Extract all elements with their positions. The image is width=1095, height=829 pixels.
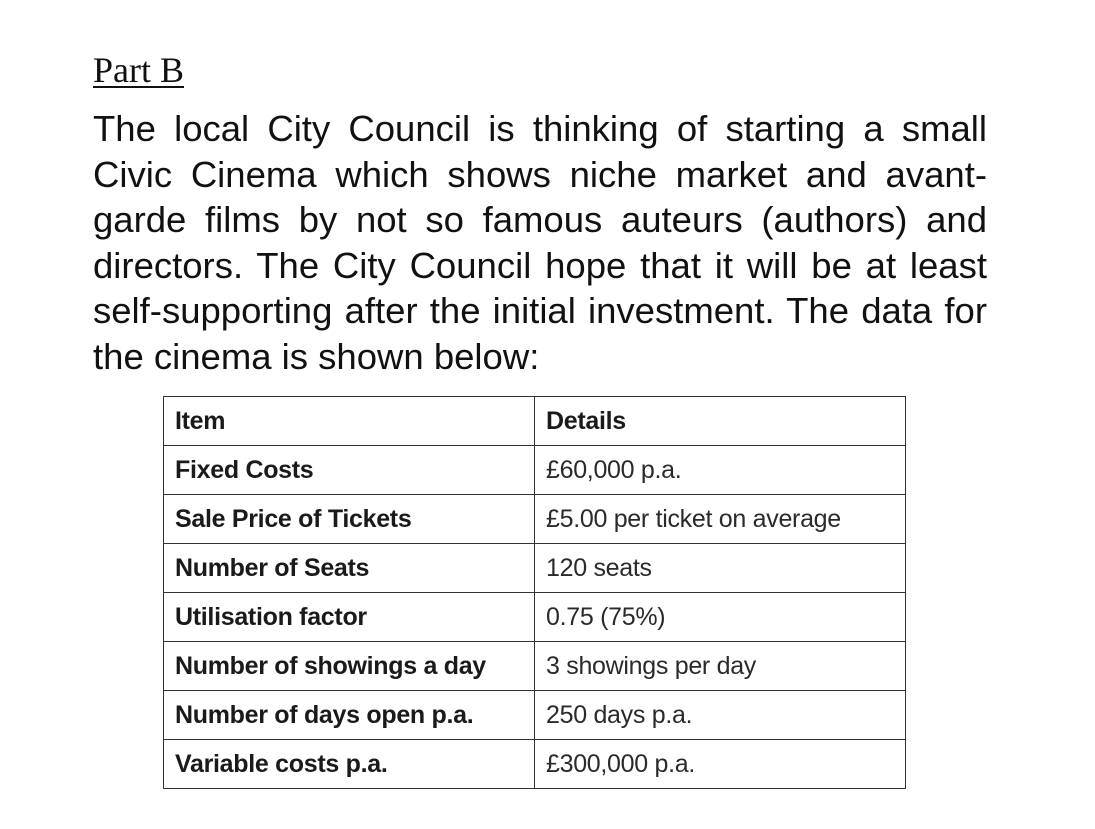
table-row bbox=[164, 446, 906, 495]
table-header-row bbox=[164, 397, 906, 446]
header-item: Item bbox=[164, 397, 535, 446]
table-row bbox=[164, 495, 906, 544]
row-item: Number of Seats bbox=[164, 544, 535, 593]
row-item: Utilisation factor bbox=[164, 593, 535, 642]
row-details: £300,000 p.a. bbox=[535, 740, 906, 789]
row-details: 120 seats bbox=[535, 544, 906, 593]
table-row bbox=[164, 691, 906, 740]
cinema-data-table bbox=[163, 396, 906, 789]
header-details: Details bbox=[535, 397, 906, 446]
row-details: 3 showings per day bbox=[535, 642, 906, 691]
section-heading: Part B bbox=[93, 50, 185, 90]
row-details: 0.75 (75%) bbox=[535, 593, 906, 642]
problem-description: The local City Council is thinking of starting a small Civic Cinema which shows niche market and avant-garde films by not so famous auteurs (authors) and directors. The City Council hope that it will be at least self-supporting after the initial investment. The data for the cinema is shown below: bbox=[93, 108, 987, 377]
table-row bbox=[164, 593, 906, 642]
table-row bbox=[164, 740, 906, 789]
table-row bbox=[164, 642, 906, 691]
row-item: Fixed Costs bbox=[164, 446, 535, 495]
row-item: Sale Price of Tickets bbox=[164, 495, 535, 544]
table-row bbox=[164, 544, 906, 593]
row-item: Number of days open p.a. bbox=[164, 691, 535, 740]
row-item: Variable costs p.a. bbox=[164, 740, 535, 789]
row-details: 250 days p.a. bbox=[535, 691, 906, 740]
row-details: £60,000 p.a. bbox=[535, 446, 906, 495]
row-details: £5.00 per ticket on average bbox=[535, 495, 906, 544]
row-item: Number of showings a day bbox=[164, 642, 535, 691]
